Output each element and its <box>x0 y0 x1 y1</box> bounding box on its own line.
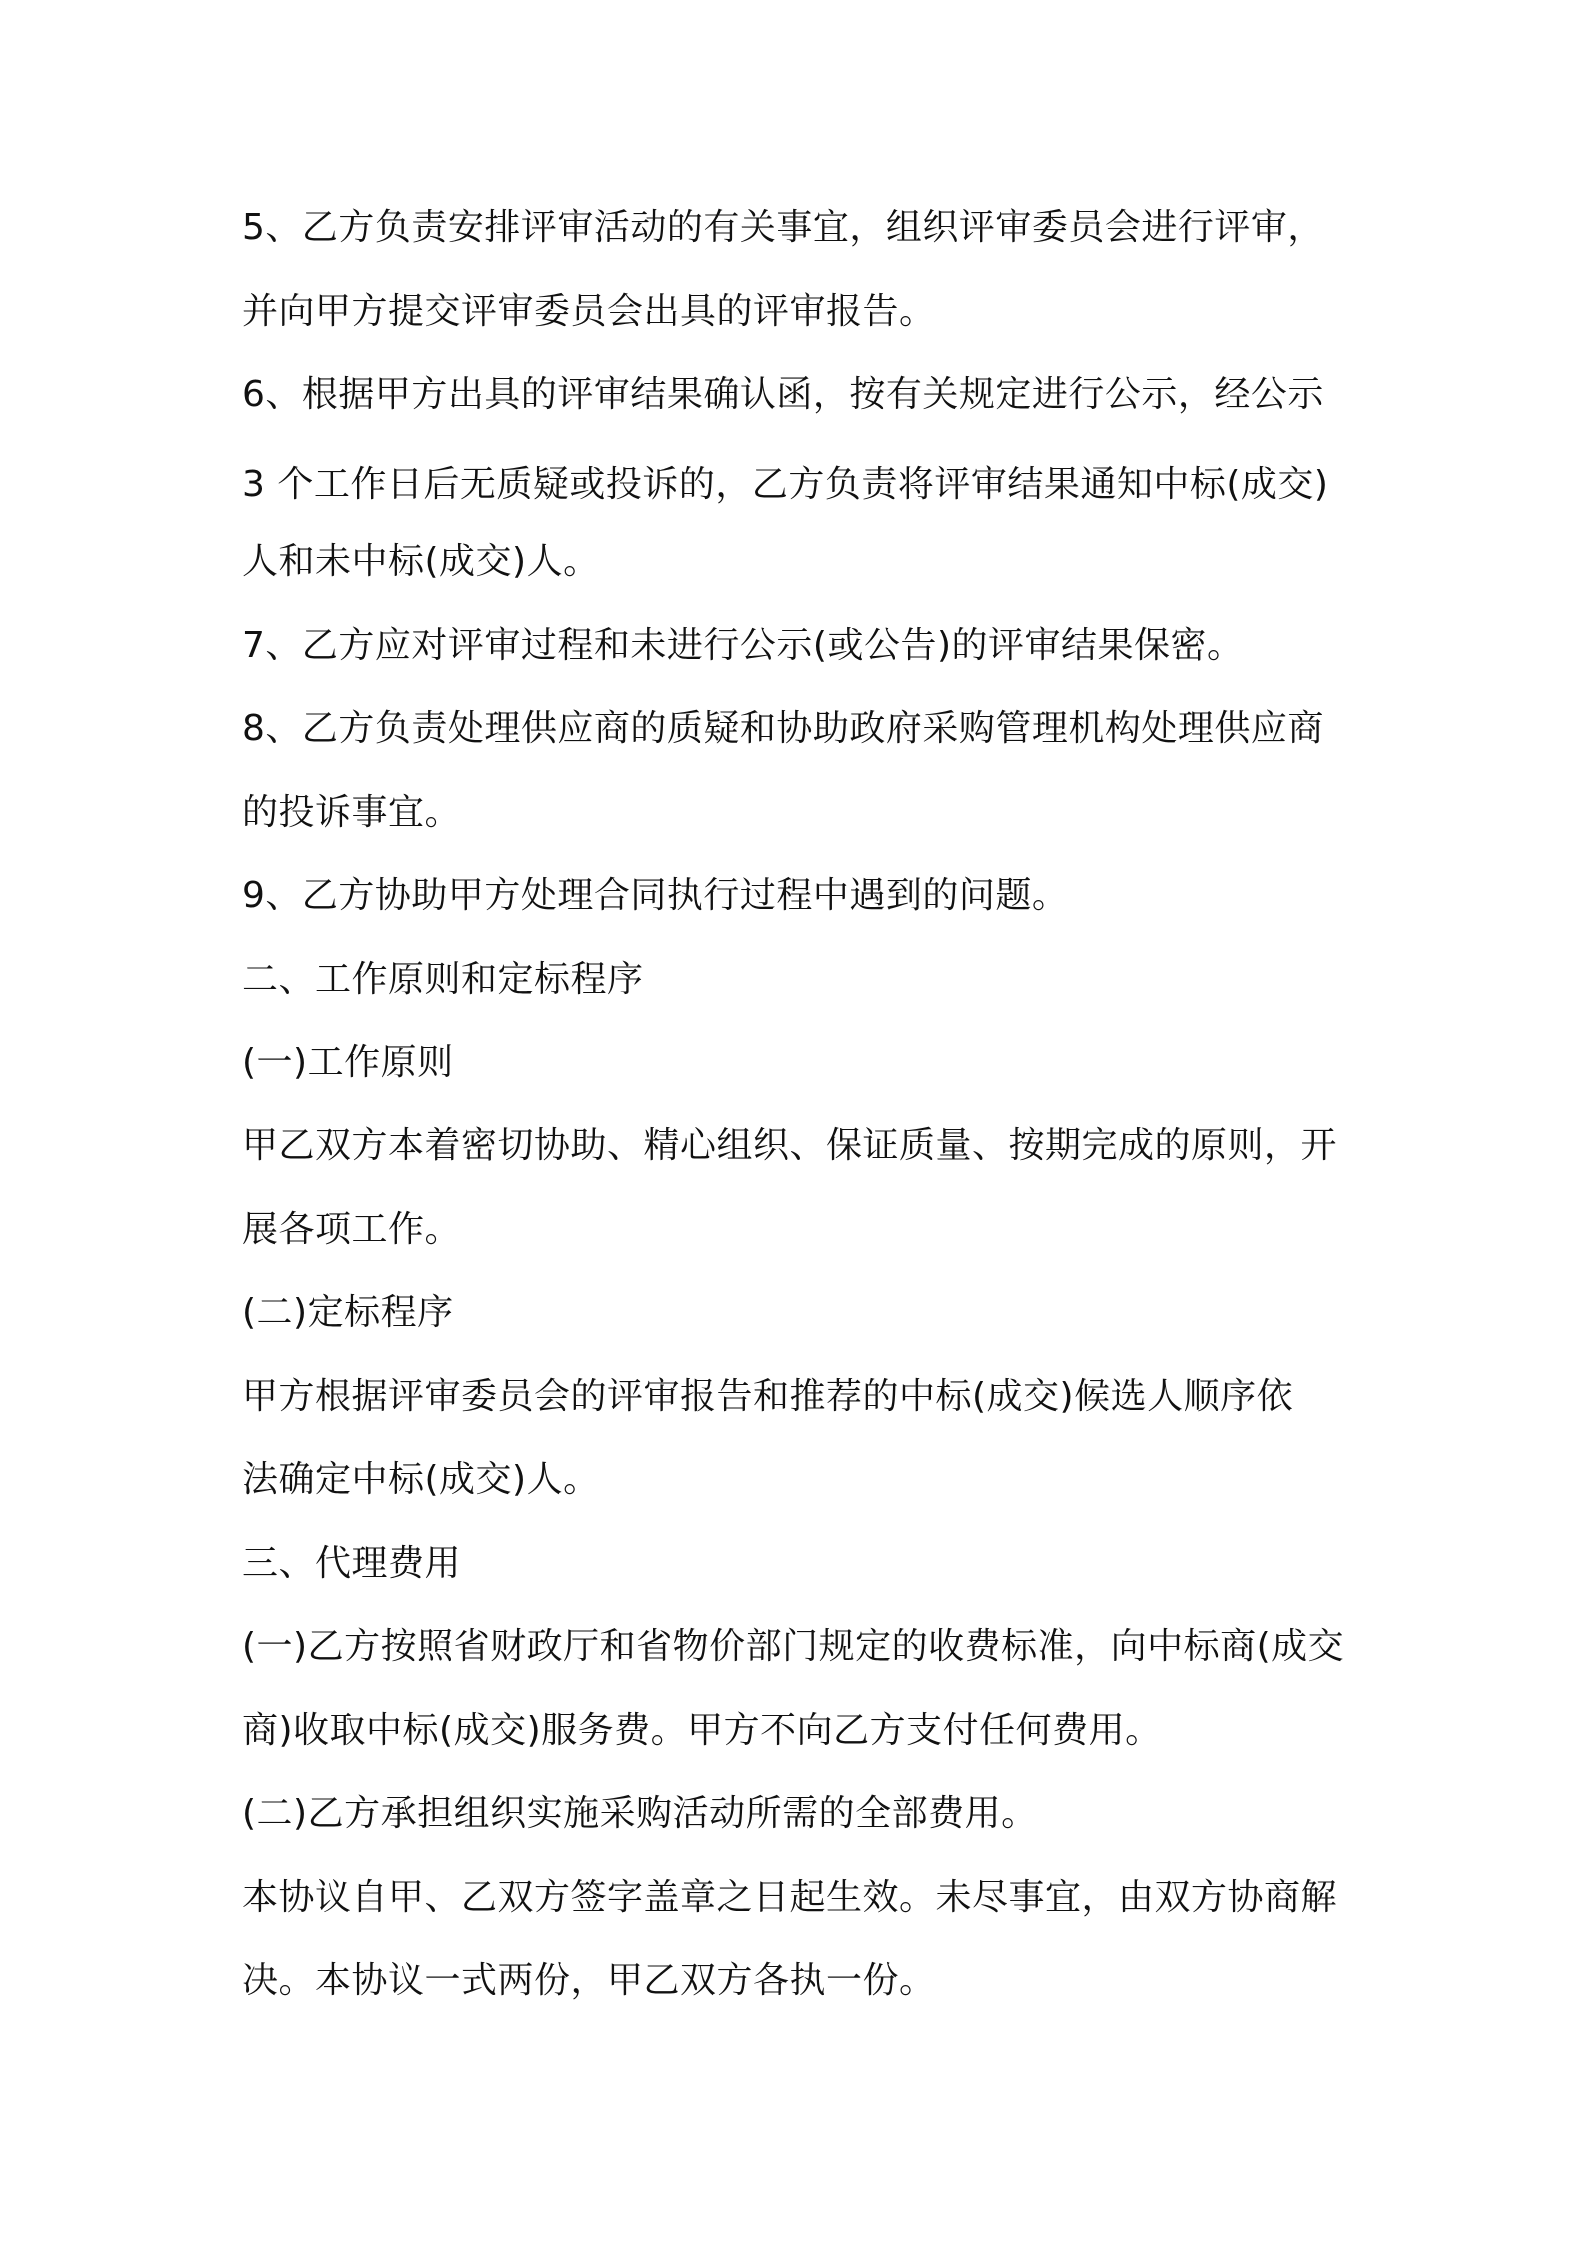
text-line: 甲方根据评审委员会的评审报告和推荐的中标(成交)候选人顺序依 <box>242 1376 1294 1417</box>
text-line: 商)收取中标(成交)服务费。甲方不向乙方支付任何费用。 <box>242 1710 1162 1751</box>
text-line: (二)乙方承担组织实施采购活动所需的全部费用。 <box>242 1793 1038 1834</box>
text-line: 7、乙方应对评审过程和未进行公示(或公告)的评审结果保密。 <box>242 625 1244 666</box>
text-line: 法确定中标(成交)人。 <box>242 1459 600 1500</box>
text-line: (一)乙方按照省财政厅和省物价部门规定的收费标准，向中标商(成交 <box>242 1626 1345 1667</box>
text-line: 决。本协议一式两份，甲乙双方各执一份。 <box>242 1960 936 2001</box>
subsection-heading: (一)工作原则 <box>242 1042 454 1083</box>
text-line: 5、乙方负责安排评审活动的有关事宜，组织评审委员会进行评审， <box>242 207 1324 248</box>
text-line: 8、乙方负责处理供应商的质疑和协助政府采购管理机构处理供应商 <box>242 708 1324 749</box>
text-line: 3 个工作日后无质疑或投诉的，乙方负责将评审结果通知中标(成交) <box>242 464 1329 505</box>
text-line: 的投诉事宜。 <box>242 792 462 833</box>
section-heading: 三、代理费用 <box>242 1543 462 1584</box>
text-line: 本协议自甲、乙双方签字盖章之日起生效。未尽事宜，由双方协商解 <box>242 1877 1338 1918</box>
text-line: 9、乙方协助甲方处理合同执行过程中遇到的问题。 <box>242 875 1069 916</box>
text-line: 并向甲方提交评审委员会出具的评审报告。 <box>242 291 936 332</box>
subsection-heading: (二)定标程序 <box>242 1292 454 1333</box>
section-heading: 二、工作原则和定标程序 <box>242 959 644 1000</box>
text-line: 人和未中标(成交)人。 <box>242 541 600 582</box>
text-line: 展各项工作。 <box>242 1209 462 1250</box>
text-line: 6、根据甲方出具的评审结果确认函，按有关规定进行公示，经公示 <box>242 374 1324 415</box>
text-line: 甲乙双方本着密切协助、精心组织、保证质量、按期完成的原则，开 <box>242 1125 1338 1166</box>
